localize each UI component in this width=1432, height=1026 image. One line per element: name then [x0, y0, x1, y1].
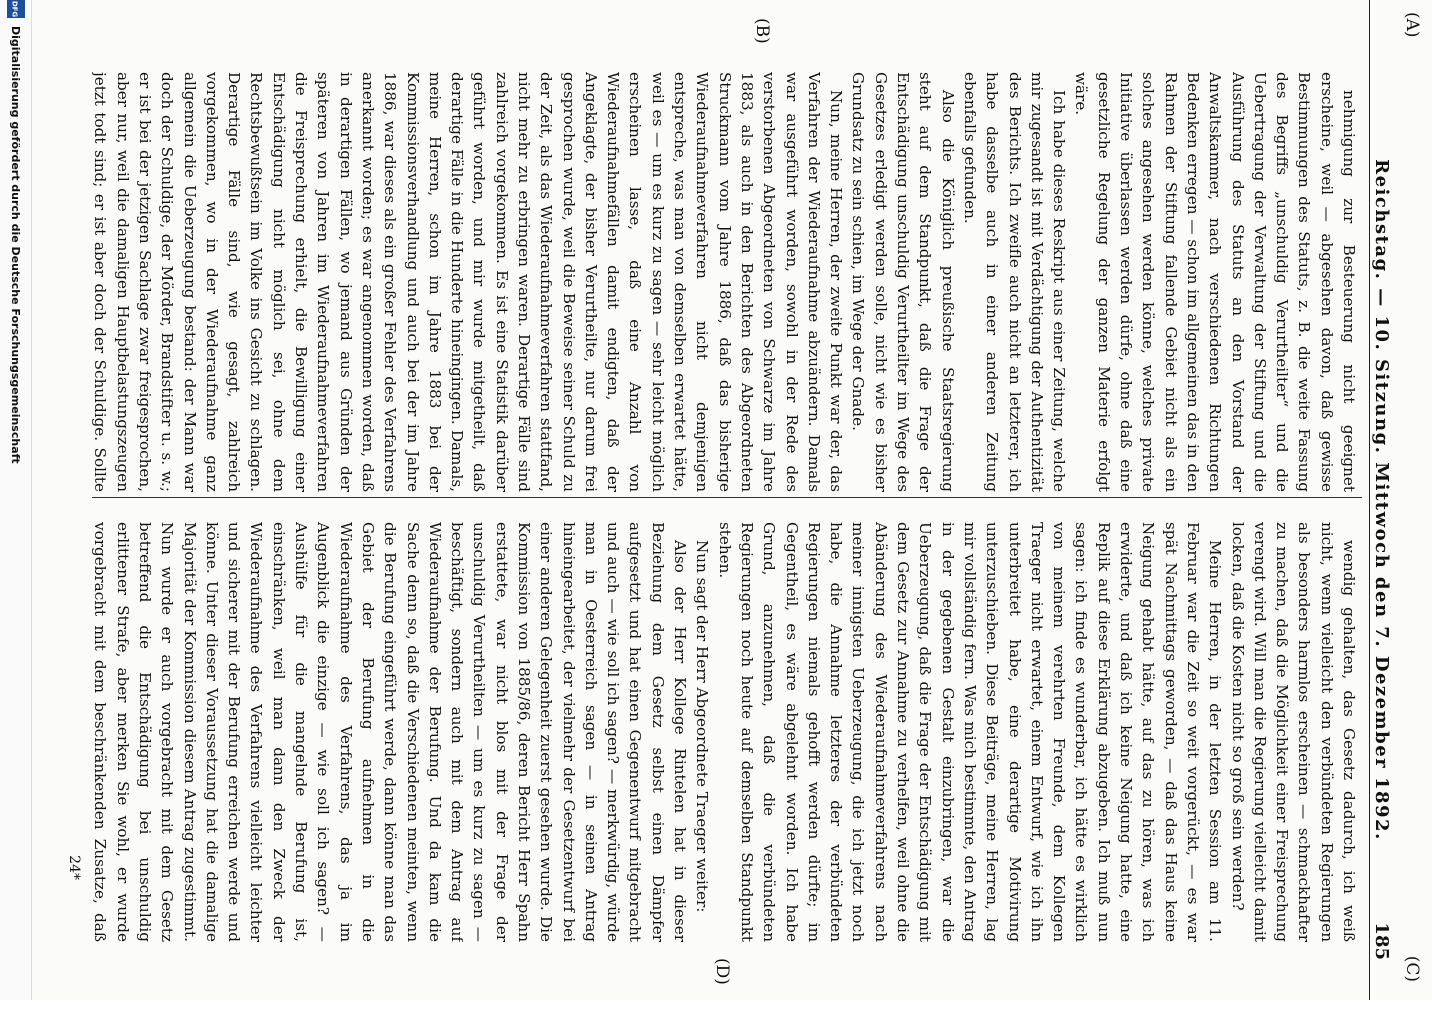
paragraph: Nun, meine Herren, der zweite Punkt war der, das Verfahren der Wiederaufnahme abzuändern. Damals war ausgeführt worden, sowohl in der Rede des verstorbenen Abgeordneten von Schwarze im Jahre 1883, als auch in den Berichten des Abgeordneten Struckmann vom Jahre 1886, daß das bisherige Wiederaufnahmeverfahren nicht demjenigen entspreche, was man von demselben erwartet hätte, weil es — um es kurz zu sagen — sehr leicht möglich erscheinen lasse, daß eine Anzahl von Wiederaufnahmefällen damit endigten, daß der Angeklagte, der bisher Verurtheilte, nur darum frei gesprochen wurde, weil die Beweise seiner Schuld zu der Zeit, als das Wiederaufnahmeverfahren stattfand, nicht mehr zu erbringen waren. Derartige Fälle sind zahlreich vorgekommen. Es ist eine Statistik darüber geführt worden, und mir wurde mitgetheilt, daß derartige Fälle in die Hunderte hineingingen. Damals, meine Herren, schon im Jahre 1883 bei der Kommissionsverhandlung und auch bei der im Jahre 1886, war dieses als ein großer Fehler des Verfahrens anerkannt worden; es war angenommen worden, daß in derartigen Fällen, wo jemand aus Gründen der späteren von Jahren im Wiederaufnahmeverfahren die Freisprechung erhielt, die Bewilligung einer Entschädigung nicht möglich sei, ohne dem Rechtsbewußtsein im Volke ins Gesicht zu schlagen. Derartige Fälle sind, wie gesagt, zahlreich vorgekommen, wo in der Wiederaufnahme ganz allgemein die Ueberzeugung bestand: der Mann war doch der Schuldige, der Mörder, Brandstifter u. s. w.; er ist bei der jetzigen Sachlage zwar freigesprochen, aber nur, weil die damaligen Hauptbelastungszeugen jetzt todt sind; er ist aber doch der Schuldige. Sollte: [91, 72, 846, 492]
paragraph: Meine Herren, in der letzten Session am 11. Februar war die Zeit so weit vorgerückt, — es war spät Nachmittags geworden, — daß das Haus keine Neigung gehabt hätte, auf das zu hören, was ich erwiderte, und daß ich keine Neigung hatte, eine Replik auf diese Erklärung abzugeben. Ich muß nun sagen: ich finde es wunderbar, ich hätte es wirklich von meinem verehrten Freunde, dem Kollegen Traeger nicht erwartet, einem Entwurf, wie ich ihn unterbreitet habe, eine derartige Motivirung unterzuschieben. Diese Beiträge, meine Herren, lag mir vollständig fern. Was mich bestimmte, den Antrag in der gegebenen Gestalt einzubringen, war die Ueberzeugung, daß die Frage der Entschädigung mit dem Gesetz zur Annahme zu verhelfen, weil ohne die Abänderung des Wiederaufnahmeverfahrens nach meiner innigsten Ueberzeugung, die ich jetzt noch habe, die Annahme letzteres der verbündeten Regierungen niemals gehofft werden dürfte; im Gegentheil, es wäre abgelehnt worden. Ich habe Grund, anzunehmen, daß die verbündeten Regierungen noch heute auf demselben Standpunkt stehen.: [715, 522, 1225, 942]
paragraph: Nun sagt der Herr Abgeordnete Traeger weiter:: [693, 540, 712, 913]
margin-letter-a: (A): [1402, 12, 1422, 38]
footer-credit: Digitalisierung gefördert durch die Deutsche Forschungsgemeinschaft: [9, 26, 22, 464]
signature-mark: 24*: [66, 855, 82, 880]
digitization-footer: [0, 0, 32, 1000]
right-text-column: [90, 522, 1360, 942]
margin-letter-b: (B): [752, 18, 772, 44]
paragraph: Also die Königlich preußische Staatsregierung steht auf dem Standpunkt, daß die Frage der Entschädigung unschuldig Verurtheilter im Wege des Gesetzes erledigt werden solle, nicht wie es bisher Grundsatz zu sein schien, im Wege der Gnade.: [849, 72, 957, 492]
page-header: [1369, 0, 1432, 1000]
paragraph: wendig gehalten, das Gesetz dadurch, ich weiß nicht, wenn vielleicht den verbündeten Regierungen als besonders harmlos erscheinen — schmackhafter zu machen, daß die Möglichkeit einer Freisprechung verengt wird. Will man die Regierung vielleicht damit locken, daß die Kosten nicht so groß sein werden?: [1228, 522, 1358, 942]
margin-letter-c: (C): [1402, 955, 1422, 982]
svg-text:DFG: DFG: [10, 0, 19, 18]
left-text-column: [90, 72, 1360, 492]
paragraph: nehmigung zur Besteuerung nicht geeignet erscheine, weil — abgesehen davon, daß gewisse Bestimmungen des Statuts, z. B. die weite Fassung des Begriffs „unschuldig Verurtheilter“ und die Uebertragung der Verwaltung der Stiftung und die Ausführung des Statuts an den Vorstand der Anwaltskammer, nach verschiedenen Richtungen Bedenken erregen — schon im allgemeinen das in den Rahmen der Stiftung fallende Gebiet nicht als ein solches angesehen werden könne, welches private Initiative überlassen werden dürfe, ohne daß eine gesetzliche Regelung der ganzen Materie erfolgt wäre.: [1072, 72, 1358, 492]
page-number: 185: [1371, 922, 1392, 960]
paragraph: Also der Herr Kollege Rintelen hat in dieser Beziehung dem Gesetz selbst einen Dämpfer aufgesetzt und hat einen Gegenentwurf mitgebracht und auch — wie soll ich sagen? — merkwürdig, würde man in Oesterreich sagen — in seinen Antrag hineingearbeitet, der vielmehr der Gesetzentwurf bei einer anderen Gelegenheit zuerst gesehen wurde. Die Kommission von 1885/86, deren Bericht Herr Spahn erstattete, war nicht blos mit der Frage der unschuldig Verurtheilten — um es kurz zu sagen — beschäftigt, sondern auch mit dem Antrag auf Wiederaufnahme der Berufung. Und da kam die Sache denn so, daß die Verschiedenen meinten, wenn die Berufung eingeführt werde, dann könne man das Gebiet der Berufung aufnehmen in die Wiederaufnahme des Verfahrens, das ja im Augenblick die einzige — wie soll ich sagen? — Aushülfe für die mangelnde Berufung ist, einschränken, weil man dann den Zweck der Wiederaufnahme des Verfahrens vielleicht leichter und sicherer mit der Berufung erreichen werde und könne. Unter dieser Voraussetzung hat die damalige Majorität der Kommission diesem Antrag zugestimmt. Nun wurde er auch vorgebracht mit dem Gesetz betreffend die Entschädigung bei unschuldig erlittener Strafe, aber merken Sie wohl, er wurde vorgebracht mit dem beschränkenden Zusatze, daß: [91, 522, 690, 942]
margin-letter-d: (D): [712, 958, 732, 985]
column-divider: [92, 497, 1362, 498]
paragraph: Ich habe dieses Reskript aus einer Zeitung, welche mir zugesandt ist mit Verdächtigung der Authentizität des Berichts. Ich zweifle auch nicht an letzterer, ich habe dasselbe auch in einer anderen Zeitung ebenfalls gefunden.: [960, 72, 1069, 492]
running-title: Reichstag. — 10. Sitzung. Mittwoch den 7. Dezember 1892.: [1371, 159, 1392, 841]
